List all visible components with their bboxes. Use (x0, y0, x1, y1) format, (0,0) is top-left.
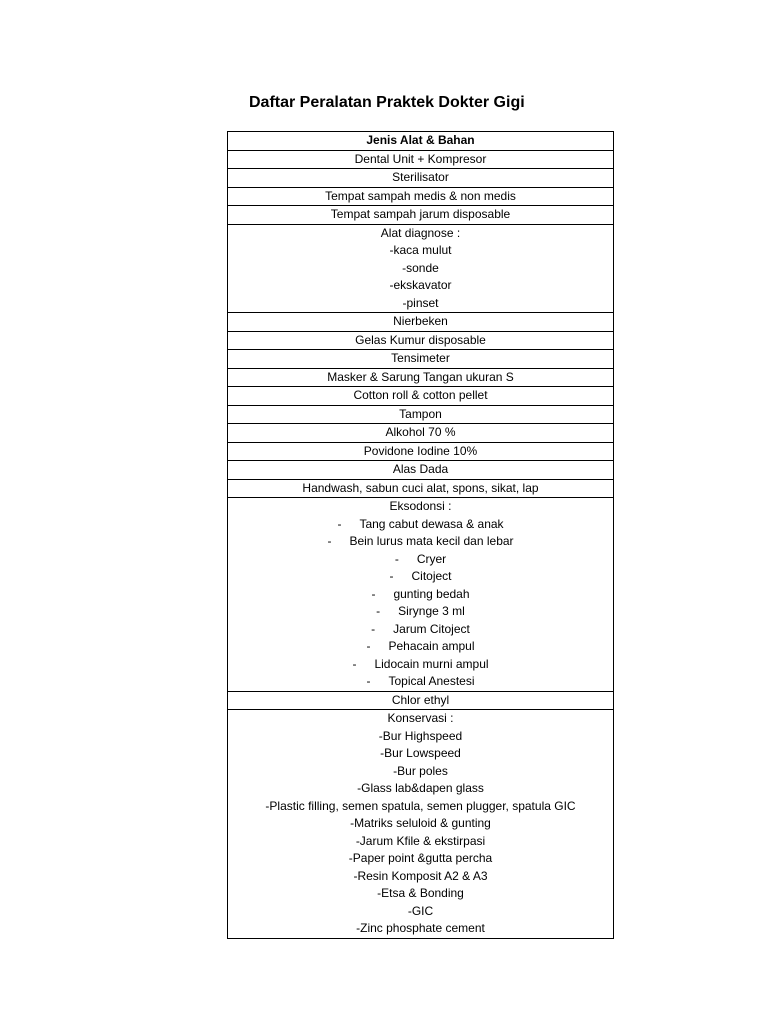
cell-line: -Paper point &gutta percha (348, 851, 493, 865)
cell-line: -Plastic filling, semen spatula, semen plugger, spatula GIC (265, 798, 576, 813)
table-row (228, 461, 614, 480)
table-row (228, 150, 614, 169)
table-cell (228, 461, 614, 480)
table-cell (228, 479, 614, 498)
cell-line: Povidone Iodine 10% (363, 443, 478, 458)
cell-line: Tensimeter (391, 351, 450, 365)
table-cell (228, 498, 614, 692)
table-row (228, 350, 614, 369)
table-row (228, 187, 614, 206)
cell-line: Cotton roll & cotton pellet (353, 388, 488, 402)
cell-line: -Bur Highspeed (378, 728, 463, 743)
bullet-item (228, 621, 613, 639)
table-header-row (228, 132, 614, 151)
table-row (228, 206, 614, 225)
bullet-item (228, 656, 613, 674)
cell-line: -Glass lab&dapen glass (357, 781, 484, 795)
cell-line: Masker & Sarung Tangan ukuran S (327, 369, 514, 384)
table-row (228, 313, 614, 332)
cell-line: -Bur Lowspeed (380, 746, 461, 760)
table-row (228, 479, 614, 498)
bullet-dash: - (394, 551, 399, 566)
cell-line: -Etsa & Bonding (377, 886, 464, 900)
cell-line: Tempat sampah medis & non medis (325, 188, 516, 203)
table-cell (228, 368, 614, 387)
cell-line: Chlor ethyl (391, 692, 450, 707)
table-row-extraction (228, 498, 614, 692)
cell-line: -Jarum Kfile & ekstirpasi (355, 833, 486, 848)
group-heading: Alat diagnose : (380, 225, 461, 240)
bullet-dash: - (371, 586, 376, 601)
table-cell (228, 169, 614, 188)
bullet-item (228, 551, 613, 569)
table-cell (228, 387, 614, 406)
table-row (228, 368, 614, 387)
table-row (228, 387, 614, 406)
bullet-item (228, 516, 613, 534)
bullet-item (228, 603, 613, 621)
table-row (228, 331, 614, 350)
bullet-text: Lidocain murni ampul (374, 656, 489, 671)
bullet-text: Sirynge 3 ml (398, 604, 465, 618)
table-cell (228, 150, 614, 169)
bullet-text: Cryer (416, 551, 447, 566)
table-row (228, 169, 614, 188)
cell-line: Tampon (399, 406, 442, 421)
bullet-item (228, 673, 613, 691)
table-cell (228, 424, 614, 443)
table-row (228, 424, 614, 443)
bullet-dash: - (352, 656, 357, 671)
bullet-text: Topical Anestesi (388, 674, 475, 688)
table-header-cell (228, 132, 614, 151)
bullet-dash: - (371, 621, 376, 636)
bullet-text: Pehacain ampul (388, 639, 475, 653)
cell-line: -GIC (407, 903, 434, 918)
cell-line: -Resin Komposit A2 & A3 (353, 868, 488, 883)
cell-line: Nierbeken (393, 314, 448, 328)
cell-line: Tempat sampah jarum disposable (330, 207, 511, 221)
cell-line: -Zinc phosphate cement (356, 921, 485, 935)
table-row (228, 691, 614, 710)
table-cell (228, 350, 614, 369)
table-row (228, 442, 614, 461)
bullet-dash: - (366, 674, 371, 688)
bullet-item (228, 533, 613, 551)
cell-line: -ekskavator (389, 278, 452, 292)
table-row-diagnostic-tools (228, 224, 614, 313)
group-heading: Konservasi : (387, 711, 454, 725)
cell-line: -sonde (402, 260, 439, 275)
table-cell (228, 187, 614, 206)
group-heading: Eksodonsi : (389, 499, 452, 513)
bullet-text: gunting bedah (393, 586, 470, 601)
equipment-table (227, 131, 614, 939)
cell-line: Sterilisator (392, 170, 449, 184)
cell-line: Alkohol 70 % (385, 425, 456, 439)
bullet-dash: - (389, 569, 394, 583)
cell-line: -Matriks seluloid & gunting (350, 816, 491, 830)
table-cell (228, 710, 614, 939)
bullet-item (228, 568, 613, 586)
cell-line: -kaca mulut (389, 243, 452, 257)
table-header-label: Jenis Alat & Bahan (366, 133, 475, 147)
document-title: Daftar Peralatan Praktek Dokter Gigi (249, 94, 525, 111)
bullet-text: Tang cabut dewasa & anak (359, 516, 504, 531)
table-cell (228, 405, 614, 424)
bullet-dash: - (366, 639, 371, 653)
table-cell (228, 442, 614, 461)
table-cell (228, 224, 614, 313)
bullet-dash: - (376, 604, 381, 618)
cell-line: -pinset (402, 295, 439, 310)
table-cell (228, 313, 614, 332)
table-cell (228, 691, 614, 710)
table-row (228, 405, 614, 424)
cell-line: Handwash, sabun cuci alat, spons, sikat, lap (302, 480, 539, 495)
cell-line: -Bur poles (393, 763, 448, 778)
cell-line: Gelas Kumur disposable (355, 332, 486, 347)
bullet-dash: - (337, 516, 342, 531)
bullet-text: Bein lurus mata kecil dan lebar (349, 534, 514, 548)
bullet-text: Citoject (411, 569, 452, 583)
cell-line: Dental Unit + Kompresor (354, 151, 487, 166)
cell-line: Alas Dada (392, 462, 449, 476)
table-cell (228, 331, 614, 350)
bullet-dash: - (327, 534, 332, 548)
bullet-item (228, 638, 613, 656)
table-cell (228, 206, 614, 225)
bullet-text: Jarum Citoject (393, 621, 470, 636)
bullet-item (228, 586, 613, 604)
table-row-conservation (228, 710, 614, 939)
